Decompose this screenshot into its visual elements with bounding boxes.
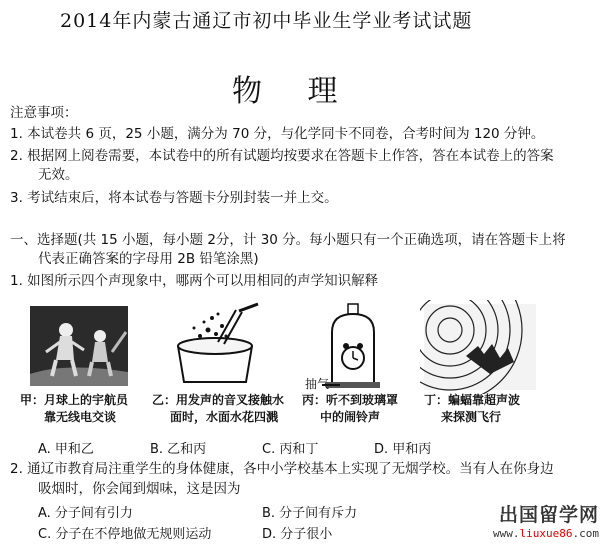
bat-figure [420, 300, 540, 394]
question-2-stem-cont: 吸烟时，你会闻到烟味，这是因为 [38, 481, 241, 497]
note-item: 无效。 [38, 167, 79, 183]
watermark [493, 500, 599, 540]
caption-bing-1: 丙：听不到玻璃罩 [302, 393, 399, 407]
caption-ding-2: 来探测飞行 [441, 410, 502, 424]
q1-option-c: C. 丙和丁 [262, 442, 319, 457]
section-heading-cont: 代表正确答案的字母用 2B 铅笔涂黑) [38, 251, 259, 267]
watermark-url-prefix: www. [493, 527, 520, 540]
caption-yi-2: 面时，水面水花四溅 [170, 410, 279, 424]
question-2-stem: 2. 通辽市教育局注重学生的身体健康，各中小学校基本上实现了无烟学校。当有人在你身边 [10, 461, 554, 477]
q2-option-a: A. 分子间有引力 [38, 506, 133, 521]
note-item: 1. 本试卷共 6 页，25 小题，满分为 70 分，与化学同卡不同卷，合考时间为 120 分钟。 [10, 126, 545, 142]
astronaut-figure [16, 302, 134, 390]
q1-option-a: A. 甲和乙 [38, 442, 94, 457]
watermark-url-mid: liuxue86 [519, 527, 573, 540]
caption-jia-2: 靠无线电交谈 [44, 410, 117, 424]
notes-heading: 注意事项： [10, 105, 78, 121]
question-1-stem: 1. 如图所示四个声现象中，哪两个可以用相同的声学知识解释 [10, 273, 379, 289]
caption-jia-1: 甲：月球上的宇航员 [20, 393, 129, 407]
q2-option-b: B. 分子间有斥力 [262, 506, 358, 521]
watermark-name: 出国留学网 [498, 504, 599, 526]
note-item: 2. 根据网上阅卷需要，本试卷中的所有试题均按要求在答题卡上作答，答在本试卷上的答案 [10, 148, 554, 164]
q2-option-d: D. 分子很小 [262, 527, 333, 542]
watermark-url-suffix: .com [572, 527, 599, 540]
pump-label: 抽气 [305, 377, 330, 391]
tuning-fork-figure [160, 302, 270, 388]
q1-option-b: B. 乙和丙 [150, 442, 207, 457]
note-item: 3. 考试结束后，将本试卷与答题卡分别封装一并上交。 [10, 190, 338, 206]
q2-option-c: C. 分子在不停地做无规则运动 [38, 527, 212, 542]
exam-title: 2014年内蒙古通辽市初中毕业生学业考试试题 [60, 10, 473, 32]
caption-yi-1: 乙：用发声的音叉接触水 [152, 393, 285, 407]
caption-bing-2: 中的闹铃声 [320, 410, 381, 424]
subject-title: 物 理 [232, 74, 356, 109]
watermark-url[interactable] [493, 527, 599, 540]
caption-ding-1: 丁：蝙蝠靠超声波 [424, 393, 521, 407]
q1-option-d: D. 甲和丙 [374, 442, 432, 457]
section-heading: 一、选择题(共 15 小题，每小题 2分，计 30 分。每小题只有一个正确选项，请在答题卡上将 [10, 232, 566, 248]
